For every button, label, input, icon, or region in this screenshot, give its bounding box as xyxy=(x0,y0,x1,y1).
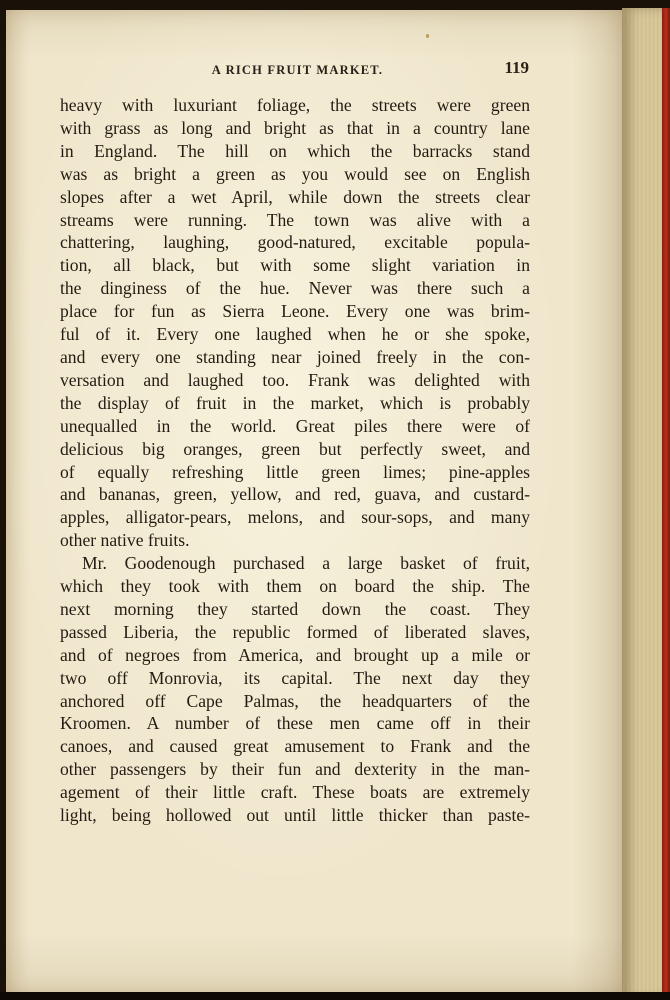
text-line: passed Liberia, the republic formed of liberated slaves, xyxy=(60,621,530,642)
paragraph xyxy=(60,94,530,552)
page-number: 119 xyxy=(504,58,529,77)
paper-speck xyxy=(426,34,429,38)
text-line: agement of their little craft. These boats are extremely xyxy=(60,782,530,803)
text-line: with grass as long and bright as that in a country lane xyxy=(60,117,530,138)
text-line: and of negroes from America, and brought up a mile or xyxy=(60,644,530,665)
text-line: other native fruits. xyxy=(60,530,190,551)
text-line: in England. The hill on which the barracks stand xyxy=(60,140,530,161)
text-line: two off Monrovia, its capital. The next day they xyxy=(60,667,530,688)
text-line: anchored off Cape Palmas, the headquarters of the xyxy=(60,690,530,711)
running-head: A RICH FRUIT MARKET. xyxy=(211,63,384,77)
paragraph xyxy=(60,552,530,827)
text-line: the dinginess of the hue. Never was there such a xyxy=(60,278,530,299)
text-line: tion, all black, but with some slight variation in xyxy=(60,255,530,276)
body-text xyxy=(60,94,530,827)
text-line: and every one standing near joined freely in the con- xyxy=(60,346,530,367)
text-line: was as bright a green as you would see on English xyxy=(60,163,530,184)
text-line: the display of fruit in the market, which is probably xyxy=(60,392,530,413)
text-line: and bananas, green, yellow, and red, guava, and custard- xyxy=(60,484,530,505)
text-line: place for fun as Sierra Leone. Every one was brim- xyxy=(60,301,530,322)
text-line: canoes, and caused great amusement to Frank and the xyxy=(60,736,530,757)
text-line: next morning they started down the coast. They xyxy=(60,598,530,619)
text-line: heavy with luxuriant foliage, the streets were green xyxy=(60,95,530,115)
text-line: ful of it. Every one laughed when he or she spoke, xyxy=(60,324,530,345)
page-header xyxy=(60,58,535,82)
text-line: apples, alligator-pears, melons, and sour-sops, and many xyxy=(60,507,530,528)
text-line: light, being hollowed out until little thicker than paste- xyxy=(60,805,530,826)
text-line: Kroomen. A number of these men came off in their xyxy=(60,713,530,734)
text-line: chattering, laughing, good-natured, excitable popula- xyxy=(60,232,530,253)
text-line: which they took with them on board the ship. The xyxy=(60,576,530,597)
text-line: unequalled in the world. Great piles there were of xyxy=(60,415,530,436)
text-line: slopes after a wet April, while down the streets clear xyxy=(60,186,530,207)
red-page-edge xyxy=(662,8,670,998)
text-line: streams were running. The town was alive with a xyxy=(60,209,530,230)
text-line: other passengers by their fun and dexterity in the man- xyxy=(60,759,530,780)
cover-shadow xyxy=(0,992,670,1000)
text-line: versation and laughed too. Frank was delighted with xyxy=(60,369,530,390)
text-line: delicious big oranges, green but perfectly sweet, and xyxy=(60,438,530,459)
text-line: of equally refreshing little green limes; pine-apples xyxy=(60,461,530,482)
text-line: Mr. Goodenough purchased a large basket of fruit, xyxy=(82,553,530,574)
